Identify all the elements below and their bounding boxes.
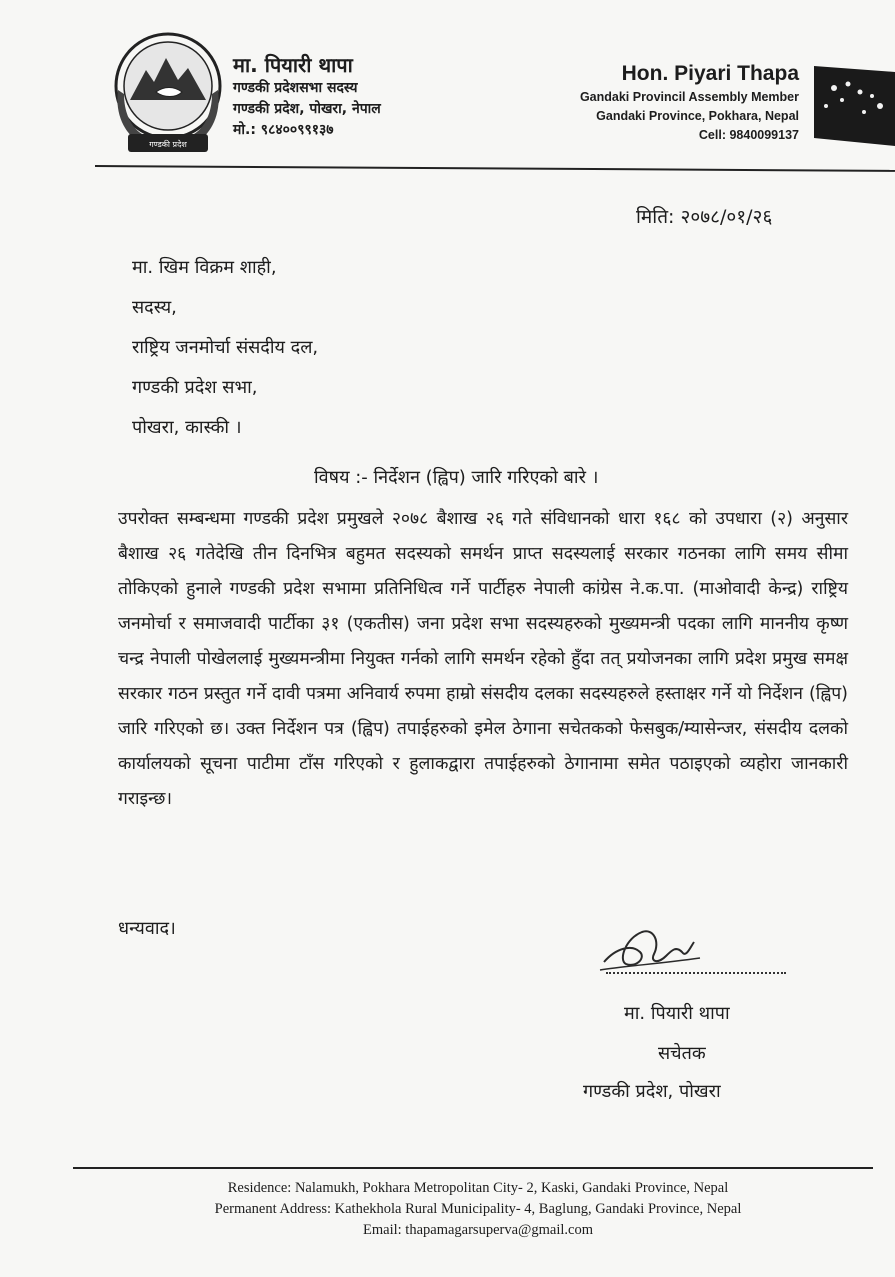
handwritten-signature: [596, 918, 706, 978]
emblem-banner-text: गण्डकी प्रदेश: [149, 140, 187, 149]
recipient-line: मा. खिम विक्रम शाही,: [132, 257, 277, 278]
party-flag-icon: [814, 66, 895, 146]
closing-thanks: धन्यवाद।: [118, 918, 176, 939]
signature-line: [606, 972, 786, 974]
letterhead-address-english: Gandaki Province, Pokhara, Nepal: [596, 109, 799, 123]
letter-subject: विषय :- निर्देशन (ह्विप) जारि गरिएको बारे ।: [314, 467, 599, 488]
letterhead-divider: [95, 165, 895, 172]
recipient-block: [132, 248, 318, 448]
letterhead-name-english: Hon. Piyari Thapa: [621, 62, 799, 85]
letterhead-title-english: Gandaki Provincil Assembly Member: [579, 90, 799, 104]
letter-footer: [118, 1178, 838, 1241]
recipient-line: सदस्य,: [132, 297, 177, 318]
footer-divider: [73, 1167, 873, 1169]
footer-residence: Residence: Nalamukh, Pokhara Metropolitan City- 2, Kaski, Gandaki Province, Nepal: [227, 1180, 729, 1196]
letterhead-left: [233, 52, 381, 141]
footer-permanent-address: Permanent Address: Kathekhola Rural Municipality- 4, Baglung, Gandaki Province, Nepal: [214, 1201, 742, 1217]
gandaki-province-emblem-icon: [112, 30, 224, 156]
letter-body: उपरोक्त सम्बन्धमा गण्डकी प्रदेश प्रमुखले २०७८ बैशाख २६ गते संविधानको धारा १६८ को उपधारा (२) अनुसार बैशाख २६ गतेदेखि तीन दिनभित्र बहुमत सदस्यको समर्थन प्राप्त सदस्यलाई सरकार गठनका लागि समय सीमा तोकिएको हुनाले गण्डकी प्रदेश सभामा प्रतिनिधित्व गर्ने पार्टीहरु नेपाली कांग्रेस ने.क.पा. (माओवादी केन्द्र) राष्ट्रिय जनमोर्चा र समाजवादी पार्टीका ३१ (एकतीस) जना प्रदेश सभा सदस्यहरुको मुख्यमन्त्री पदका लागि माननीय कृष्ण चन्द्र नेपाली पोखेललाई मुख्यमन्त्रीमा नियुक्त गर्नको लागि समर्थन रहेको हुँदा तत् प्रयोजनका लागि प्रदेश प्रमुख समक्ष सरकार गठन प्रस्तुत गर्ने दावी पत्रमा अनिवार्य रुपमा हाम्रो संसदीय दलका सदस्यहरुले हस्ताक्षर गर्ने यो निर्देशन (ह्विप) जारि गरिएको छ। उक्त निर्देशन पत्र (ह्विप) तपाईहरुको इमेल ठेगाना सचेतकको फेसबुक/म्यासेन्जर, संसदीय दलको कार्यालयको सूचना पाटीमा टाँस गरिएको र हुलाकद्वारा तपाईहरुको ठेगानामा समेत पठाइएको व्यहोरा जानकारी गराइन्छ।: [118, 509, 848, 809]
letterhead-phone-nepali: मो.: ९८४००९९१३७: [233, 122, 334, 138]
footer-email: Email: thapamagarsuperva@gmail.com: [363, 1222, 593, 1238]
recipient-line: राष्ट्रिय जनमोर्चा संसदीय दल,: [132, 337, 319, 358]
signatory-name: मा. पियारी थापा: [624, 1003, 730, 1024]
signatory-office: गण्डकी प्रदेश, पोखरा: [583, 1081, 721, 1102]
letterhead-address-nepali: गण्डकी प्रदेश, पोखरा, नेपाल: [233, 101, 381, 117]
letterhead-name-nepali: मा. पियारी थापा: [233, 53, 353, 77]
letterhead-phone-english: Cell: 9840099137: [698, 128, 799, 142]
recipient-line: पोखरा, कास्की ।: [132, 417, 242, 438]
letterhead-right: [580, 60, 799, 145]
letterhead-title-nepali: गण्डकी प्रदेशसभा सदस्य: [233, 80, 358, 96]
letter-date: मिति: २०७८/०१/२६: [636, 206, 773, 228]
signatory-role: सचेतक: [658, 1043, 706, 1064]
recipient-line: गण्डकी प्रदेश सभा,: [132, 377, 258, 398]
